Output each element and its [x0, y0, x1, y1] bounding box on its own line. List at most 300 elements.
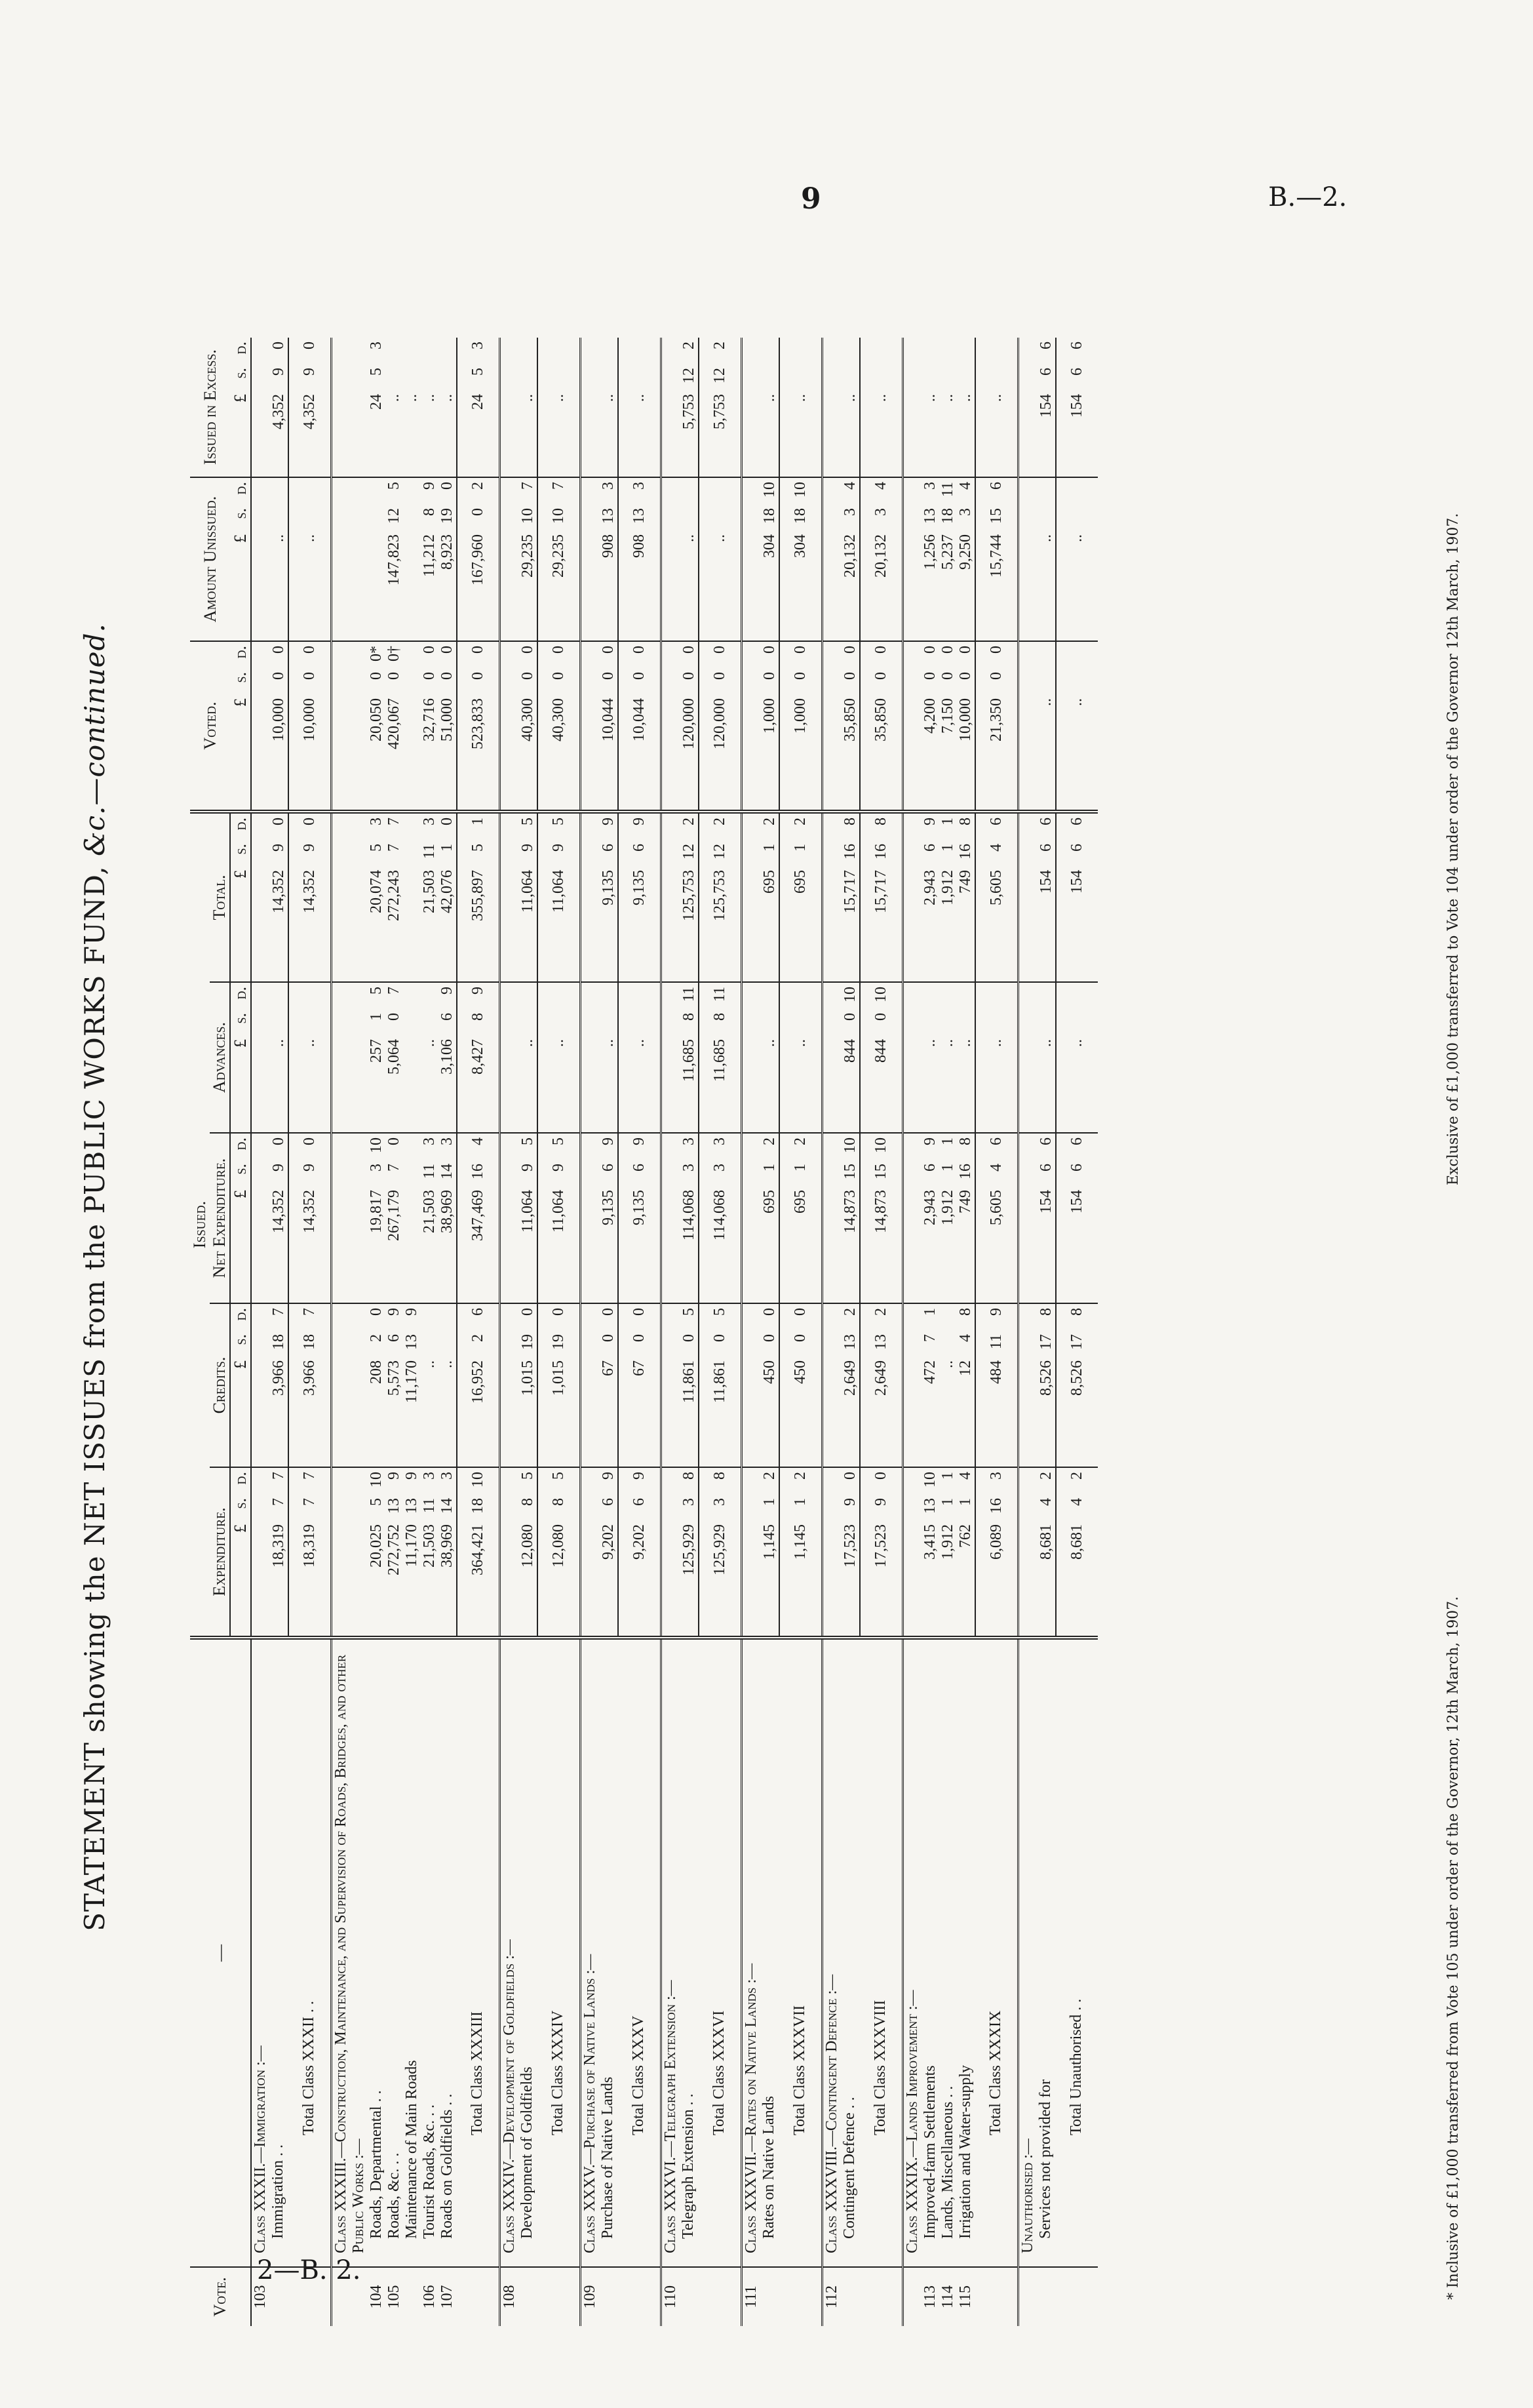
cell-exp	[779, 1467, 823, 1638]
cell-exp	[385, 1467, 403, 1638]
pounds-value: 1,015	[519, 1360, 536, 1396]
pence-value: 10	[368, 1472, 385, 1488]
pence-value: 7	[550, 482, 567, 490]
pounds-value: 10,000	[270, 698, 287, 741]
shillings-value: 6	[922, 844, 939, 852]
shillings-value: 18	[939, 508, 956, 524]
cell-net	[618, 1133, 661, 1303]
shillings-value: 0	[368, 672, 385, 680]
pounds-value: 3,966	[301, 1360, 318, 1396]
shillings-value: 1	[939, 844, 956, 852]
pence-value: 4	[872, 482, 889, 490]
pounds-value: 695	[792, 870, 809, 894]
pounds-value: ..	[421, 394, 438, 402]
shillings-value: 6	[631, 844, 648, 852]
cell-uniss	[1056, 477, 1098, 641]
cell-net	[823, 1133, 861, 1303]
shillings-value: 13	[922, 508, 939, 524]
shillings-value: 8	[711, 1013, 728, 1021]
pence-value: 5	[519, 1472, 536, 1480]
pence-value: 10	[792, 482, 809, 498]
pence-value: 6	[469, 1308, 486, 1316]
pence-value: 6	[988, 1137, 1005, 1145]
cell-voted	[661, 641, 699, 812]
cell-cred	[438, 1303, 457, 1467]
shillings-value: 3	[680, 1164, 697, 1172]
unit-label: £	[231, 1360, 250, 1369]
shillings-value: 5	[469, 368, 486, 376]
table-row	[332, 338, 368, 2326]
pence-value: 0	[368, 1308, 385, 1316]
shillings-value: 11	[988, 1334, 1005, 1350]
pence-value: 6	[988, 482, 1005, 490]
cell-uniss	[922, 477, 939, 641]
pounds-value: ..	[761, 1039, 778, 1047]
shillings-value: 19	[438, 508, 456, 524]
pounds-value: 9,135	[600, 870, 617, 905]
unit-label: s.	[231, 1498, 250, 1509]
cell-cred	[403, 1303, 421, 1467]
cell-uniss	[939, 477, 957, 641]
item-label: Rates on Native Lands	[760, 2096, 777, 2239]
cell-cred	[421, 1303, 438, 1467]
pence-value: 8	[842, 818, 859, 825]
pence-value: 0	[872, 1472, 889, 1480]
pounds-value: 695	[792, 1190, 809, 1214]
units-excess	[230, 338, 251, 477]
cell-voted	[823, 641, 861, 812]
pounds-value: 11,064	[519, 1190, 536, 1233]
shillings-value: 0	[761, 672, 778, 680]
shillings-value: 6	[631, 1498, 648, 1506]
cell-tot	[500, 812, 538, 982]
total-label: Total Class XXXVI	[710, 2010, 728, 2135]
pounds-value: 14,352	[270, 1190, 287, 1233]
pounds-value: 40,300	[519, 698, 536, 741]
shillings-value: 6	[600, 1498, 617, 1506]
vote-number	[537, 2267, 581, 2326]
shillings-value: 9	[270, 1164, 287, 1172]
cell-cred	[957, 1303, 975, 1467]
vote-number: 112	[823, 2267, 861, 2326]
cell-exp	[368, 1467, 385, 1638]
row-description	[1056, 1638, 1098, 2267]
cell-net	[699, 1133, 742, 1303]
pence-value: 3	[469, 342, 486, 349]
unit-label: d.	[231, 987, 250, 1000]
vote-number	[1056, 2267, 1098, 2326]
shillings-value: 0	[631, 672, 648, 680]
pounds-value: 908	[600, 534, 617, 558]
pence-value: 7	[270, 1472, 287, 1480]
shillings-value: 14	[438, 1498, 456, 1514]
pence-value: 10	[842, 1137, 859, 1153]
cell-net	[903, 1133, 922, 1303]
pounds-value: ..	[1068, 698, 1085, 706]
pounds-value: 1,145	[792, 1524, 809, 1560]
shillings-value: 4	[1038, 1498, 1055, 1506]
pounds-value: 35,850	[842, 698, 859, 741]
shillings-value: 5	[368, 844, 385, 852]
pounds-value: 154	[1038, 1190, 1055, 1214]
pence-value: 9	[631, 818, 648, 825]
pence-value: 6	[1038, 818, 1055, 825]
pounds-value: 15,717	[872, 870, 889, 913]
units-tot	[230, 812, 251, 982]
pounds-value: ..	[711, 534, 728, 542]
row-description	[903, 1638, 922, 2267]
shillings-value: 18	[469, 1498, 486, 1514]
footer-reference: 2—B. 2.	[257, 2255, 361, 2285]
cell-uniss	[779, 477, 823, 641]
shillings-value: 6	[1068, 368, 1085, 376]
pounds-value: 8,526	[1038, 1360, 1055, 1396]
cell-adv	[661, 982, 699, 1133]
pounds-value: ..	[922, 1039, 939, 1047]
pounds-value: 1,000	[792, 698, 809, 734]
cell-cred	[385, 1303, 403, 1467]
shillings-value: 9	[270, 368, 287, 376]
row-description	[742, 1638, 780, 2267]
cell-net	[581, 1133, 619, 1303]
cell-cred	[903, 1303, 922, 1467]
pence-value: 2	[792, 1472, 809, 1480]
pence-value: 0	[842, 1472, 859, 1480]
item-label: Roads, Departmental . .	[368, 2090, 385, 2239]
shillings-value: 0	[680, 672, 697, 680]
vote-number	[403, 2267, 421, 2326]
pounds-value: 8,681	[1038, 1524, 1055, 1560]
shillings-value: 13	[842, 1334, 859, 1350]
pounds-value: 11,064	[519, 870, 536, 913]
cell-exp	[618, 1467, 661, 1638]
page-number: 9	[801, 182, 821, 216]
cell-uniss	[457, 477, 500, 641]
unit-label: £	[231, 870, 250, 878]
shillings-value: 5	[368, 1498, 385, 1506]
shillings-value: 2	[469, 1334, 486, 1342]
advances-header: Advances.	[210, 982, 230, 1133]
cell-adv	[618, 982, 661, 1133]
pence-value: 0	[792, 1308, 809, 1316]
cell-excess	[581, 338, 619, 477]
pence-value: 0	[421, 646, 438, 654]
vote-number	[860, 2267, 903, 2326]
pounds-value: 695	[761, 1190, 778, 1214]
pounds-value: 154	[1038, 870, 1055, 894]
cell-net	[779, 1133, 823, 1303]
pounds-value: ..	[270, 1039, 287, 1047]
table-row	[438, 338, 457, 2326]
pence-value: 3	[680, 1137, 697, 1145]
pence-value: 11	[711, 987, 728, 1002]
cell-tot	[332, 812, 368, 982]
cell-cred	[368, 1303, 385, 1467]
pounds-value: 1,912	[939, 1190, 956, 1225]
cell-tot	[742, 812, 780, 982]
cell-cred	[742, 1303, 780, 1467]
vote-number	[332, 2267, 368, 2326]
shillings-value: 12	[680, 368, 697, 384]
unit-label: s.	[231, 1334, 250, 1345]
pence-value: 1	[939, 1472, 956, 1480]
pounds-value: ..	[421, 1360, 438, 1368]
pence-value: 5	[519, 1137, 536, 1145]
pounds-value: 125,753	[711, 870, 728, 921]
pence-value: 0	[872, 646, 889, 654]
pounds-value: ..	[550, 394, 567, 402]
cell-uniss	[742, 477, 780, 641]
pounds-value: ..	[939, 394, 956, 402]
shillings-value: 0	[438, 672, 456, 680]
shillings-value: 7	[922, 1334, 939, 1342]
pounds-value: 472	[922, 1360, 939, 1384]
cell-uniss	[251, 477, 288, 641]
cell-exp	[742, 1467, 780, 1638]
pounds-value: 9,135	[631, 1190, 648, 1225]
cell-tot	[288, 812, 332, 982]
class-heading: Class XXXIII.—Construction, Maintenance, and Supervision of Roads, Bridges, and other Public Works :—	[332, 1654, 367, 2253]
shillings-value: 5	[469, 844, 486, 852]
shillings-value: 9	[270, 844, 287, 852]
pence-value: 2	[792, 818, 809, 825]
vote-number: 108	[500, 2267, 538, 2326]
pounds-value: 15,717	[842, 870, 859, 913]
shillings-value: 7	[385, 844, 402, 852]
shillings-value: 13	[631, 508, 648, 524]
shillings-value: 16	[957, 1164, 974, 1179]
shillings-value: 4	[988, 844, 1005, 852]
pounds-value: 272,752	[385, 1524, 402, 1575]
cell-excess	[288, 338, 332, 477]
pence-value: 3	[438, 1472, 456, 1480]
total-row	[860, 338, 903, 2326]
units-uniss	[230, 477, 251, 641]
shillings-value: 0	[922, 672, 939, 680]
shillings-value: 5	[368, 368, 385, 376]
pounds-value: 167,960	[469, 534, 486, 585]
cell-excess	[457, 338, 500, 477]
cell-excess	[975, 338, 1019, 477]
shillings-value: 12	[711, 368, 728, 384]
pence-value: 9	[600, 1472, 617, 1480]
pounds-value: 8,427	[469, 1039, 486, 1075]
pounds-value: 32,716	[421, 698, 438, 741]
pence-value: 9	[600, 1137, 617, 1145]
table-row	[403, 338, 421, 2326]
class-heading: Unauthorised :—	[1019, 2139, 1036, 2253]
shillings-value: 6	[922, 1164, 939, 1172]
pounds-value: 8,923	[438, 534, 456, 570]
pounds-value: 257	[368, 1039, 385, 1063]
units-exp	[230, 1467, 251, 1638]
cell-uniss	[368, 477, 385, 641]
pence-value: 2	[711, 342, 728, 349]
cell-adv	[403, 982, 421, 1133]
cell-cred	[779, 1303, 823, 1467]
pence-value: 0	[270, 1137, 287, 1145]
pounds-value: 20,074	[368, 870, 385, 913]
shillings-value: 6	[600, 1164, 617, 1172]
cell-net	[661, 1133, 699, 1303]
cell-uniss	[699, 477, 742, 641]
cell-net	[1019, 1133, 1057, 1303]
shillings-value: 12	[711, 844, 728, 859]
cell-tot	[903, 812, 922, 982]
cell-excess	[779, 338, 823, 477]
pence-value: 9	[922, 1137, 939, 1145]
pounds-value: ..	[438, 394, 456, 402]
document-reference: B.—2.	[1268, 182, 1348, 212]
unit-label: d.	[231, 1137, 250, 1151]
pounds-value: 272,243	[385, 870, 402, 921]
shillings-value: 0	[680, 1334, 697, 1342]
row-description	[922, 1638, 939, 2267]
footnote-star: * Inclusive of £1,000 transferred from Vote 105 under order of the Governor, 12th March, 1907.	[1445, 1596, 1462, 2300]
description-header: —	[190, 1638, 251, 2267]
cell-excess	[403, 338, 421, 477]
pounds-value: 11,861	[680, 1360, 697, 1404]
cell-adv	[421, 982, 438, 1133]
shillings-value: 0	[872, 1013, 889, 1021]
pounds-value: 1,256	[922, 534, 939, 570]
pounds-value: ..	[842, 394, 859, 402]
pence-value: 0	[438, 818, 456, 825]
item-label: Services not provided for	[1037, 2079, 1054, 2239]
pence-value: 0	[957, 646, 974, 654]
cell-adv	[903, 982, 922, 1133]
cell-tot	[823, 812, 861, 982]
pence-value: 3	[631, 482, 648, 490]
pence-value: 2	[469, 482, 486, 490]
cell-uniss	[438, 477, 457, 641]
shillings-value: 6	[1038, 844, 1055, 852]
item-label: Roads, &c. . .	[385, 2152, 402, 2239]
pence-value: 3	[368, 342, 385, 349]
unit-label: £	[230, 698, 250, 707]
pounds-value: ..	[519, 1039, 536, 1047]
cell-exp	[288, 1467, 332, 1638]
pence-value: 7	[519, 482, 536, 490]
shillings-value: 0	[600, 1334, 617, 1342]
pounds-value: 11,064	[550, 1190, 567, 1233]
shillings-value: 0	[711, 672, 728, 680]
pence-value: 0	[711, 646, 728, 654]
pounds-value: 11,212	[421, 534, 438, 578]
cell-voted	[742, 641, 780, 812]
cell-voted	[1019, 641, 1057, 812]
shillings-value: 6	[1038, 368, 1055, 376]
cell-voted	[332, 641, 368, 812]
pence-value: 2	[1068, 1472, 1085, 1480]
pounds-value: ..	[385, 394, 402, 402]
vote-number: 105	[385, 2285, 402, 2309]
pounds-value: 40,300	[550, 698, 567, 741]
shillings-value: 0	[600, 672, 617, 680]
pounds-value: 120,000	[680, 698, 697, 749]
pounds-value: 18,319	[270, 1524, 287, 1568]
cell-uniss	[661, 477, 699, 641]
cell-excess	[957, 338, 975, 477]
cell-uniss	[421, 477, 438, 641]
pence-value: 11	[680, 987, 697, 1002]
shillings-value: 13	[403, 1334, 420, 1350]
total-label: Total Class XXXIII	[469, 2011, 486, 2135]
pounds-value: 16,952	[469, 1360, 486, 1404]
class-heading: Class XXXII.—Immigration :—	[252, 2045, 269, 2253]
pounds-value: 11,861	[711, 1360, 728, 1404]
vote-number	[975, 2267, 1019, 2326]
unit-label: d.	[231, 1308, 250, 1321]
pounds-value: 67	[600, 1360, 617, 1376]
cell-tot	[537, 812, 581, 982]
pence-value: 0	[680, 646, 697, 654]
shillings-value: 11	[421, 1498, 438, 1514]
shillings-value: 6	[1068, 1164, 1085, 1172]
item-label: Roads on Goldfields . .	[438, 2093, 456, 2239]
pence-value: 2	[842, 1308, 859, 1316]
pounds-value: 154	[1068, 394, 1085, 418]
cell-uniss	[288, 477, 332, 641]
issued-in-excess-header: Issued in Excess.	[190, 338, 230, 477]
cell-voted	[537, 641, 581, 812]
pence-value: 5	[550, 1137, 567, 1145]
cell-exp	[957, 1467, 975, 1638]
pence-value: 6	[1068, 342, 1085, 349]
pence-value: 7	[270, 1308, 287, 1316]
shillings-value: 0	[421, 672, 438, 680]
cell-adv	[957, 982, 975, 1133]
total-label: Total Class XXXIX	[987, 2010, 1004, 2135]
shillings-value: 0	[469, 672, 486, 680]
pence-value: 9	[631, 1137, 648, 1145]
cell-excess	[939, 338, 957, 477]
class-heading: Class XXXV.—Purchase of Native Lands :—	[581, 1954, 598, 2253]
vote-number	[1019, 2267, 1057, 2326]
pounds-value: 267,179	[385, 1190, 402, 1241]
shillings-value: 18	[761, 508, 778, 524]
pounds-value: 5,605	[988, 870, 1005, 905]
cell-net	[1056, 1133, 1098, 1303]
shillings-value: 0	[631, 1334, 648, 1342]
shillings-value: 1	[761, 1498, 778, 1506]
total-label: Total Class XXXVIII	[872, 2000, 889, 2135]
row-description	[438, 1638, 457, 2267]
cell-cred	[457, 1303, 500, 1467]
table-row	[581, 338, 619, 2326]
pence-value: 9	[988, 1308, 1005, 1316]
pounds-value: 8,526	[1068, 1360, 1085, 1396]
cell-net	[403, 1133, 421, 1303]
row-description	[957, 1638, 975, 2267]
cell-tot	[957, 812, 975, 982]
pounds-value: ..	[421, 1039, 438, 1047]
total-label: Total Unauthorised . .	[1068, 1998, 1085, 2135]
shillings-value: 1	[957, 1498, 974, 1506]
statement-title	[79, 228, 111, 2326]
shillings-value: 3	[711, 1498, 728, 1506]
pounds-value: 364,421	[469, 1524, 486, 1575]
shillings-value: 0	[469, 508, 486, 516]
pounds-value: 2,943	[922, 870, 939, 905]
shillings-value: 9	[301, 844, 318, 852]
units-voted	[230, 641, 251, 812]
pence-value: 0	[550, 1308, 567, 1316]
pence-value: 0	[469, 646, 486, 654]
pounds-value: ..	[957, 1039, 974, 1047]
cell-cred	[661, 1303, 699, 1467]
table-row	[742, 338, 780, 2326]
